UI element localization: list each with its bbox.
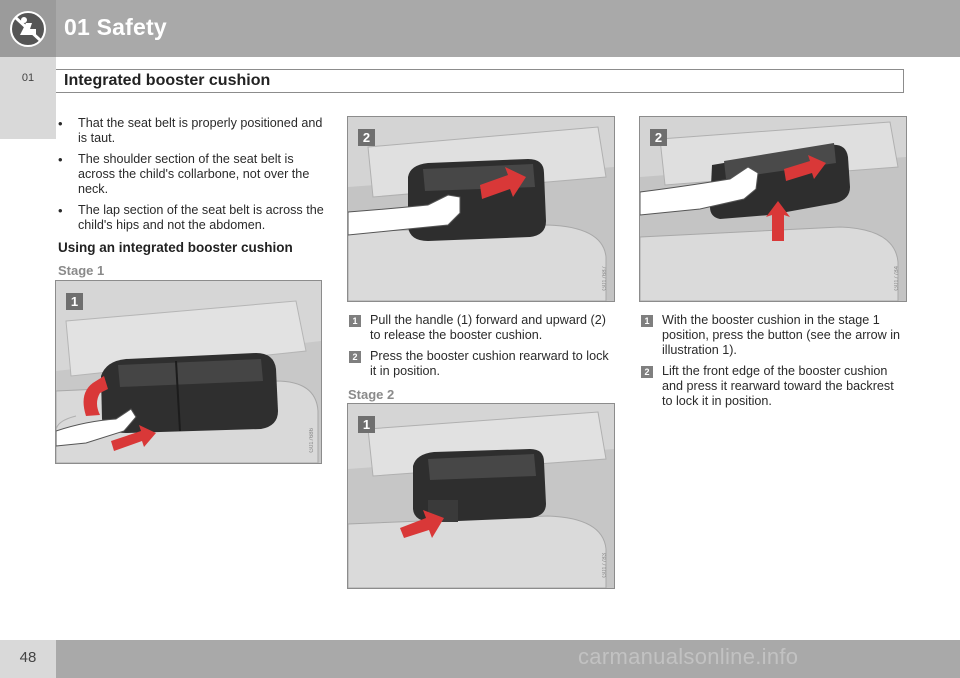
watermark: carmanualsonline.info	[578, 644, 799, 669]
stage-1-steps	[349, 313, 615, 385]
illustration-code: G017784	[894, 266, 900, 291]
stage-1-label: Stage 1	[58, 263, 105, 278]
chapter-icon-box	[0, 0, 56, 57]
step-item	[641, 364, 907, 409]
step-marker: 1	[641, 315, 653, 327]
stage-2-label: Stage 2	[348, 387, 395, 402]
step-text: With the booster cushion in the stage 1 position, press the button (see the arrow in illustration 1).	[662, 313, 901, 357]
step-text: Press the booster cushion rearward to lock it in position.	[370, 349, 609, 378]
section-title: Integrated booster cushion	[64, 72, 271, 89]
step-text: Pull the handle (1) forward and upward (2) to release the booster cushion.	[370, 313, 606, 342]
step-marker: 2	[349, 351, 361, 363]
using-heading: Using an integrated booster cushion	[58, 240, 293, 255]
chapter-title: 01 Safety	[64, 14, 167, 40]
step-marker: 2	[641, 366, 653, 378]
illustration-stage2-press-button	[347, 403, 615, 589]
bullet-item: • The shoulder section of the seat belt is across the child's collarbone, not over the neck.	[58, 152, 326, 197]
step-marker: 1	[349, 315, 361, 327]
step-item	[349, 349, 615, 379]
illustration-badge: 2	[650, 129, 667, 146]
illustration-code: G017783	[602, 553, 608, 578]
step-item	[349, 313, 615, 343]
illustration-badge: 1	[358, 416, 375, 433]
illustration-stage1-press-rearward	[347, 116, 615, 302]
bullet-item: • The lap section of the seat belt is across the child's hips and not the abdomen.	[58, 203, 326, 233]
stage-2-steps	[641, 313, 907, 415]
illustration-stage2-lift-cushion	[639, 116, 907, 302]
no-child-seat-warning-icon	[8, 9, 48, 49]
step-text: Lift the front edge of the booster cushion and press it rearward toward the backrest to lock it in position.	[662, 364, 894, 408]
footer-bar	[56, 640, 960, 678]
page-number: 48	[19, 649, 37, 666]
illustration-badge: 1	[66, 293, 83, 310]
illustration-code: G017687	[602, 266, 608, 291]
chapter-tab-number: 01	[21, 72, 35, 84]
bullet-item: • That the seat belt is properly positioned and is taut.	[58, 116, 326, 146]
illustration-badge: 2	[358, 129, 375, 146]
intro-bullet-list	[58, 116, 326, 239]
chapter-tab	[0, 57, 56, 139]
illustration-stage1-pull-handle	[55, 280, 322, 464]
illustration-code: G017686	[309, 428, 315, 453]
step-item	[641, 313, 907, 358]
